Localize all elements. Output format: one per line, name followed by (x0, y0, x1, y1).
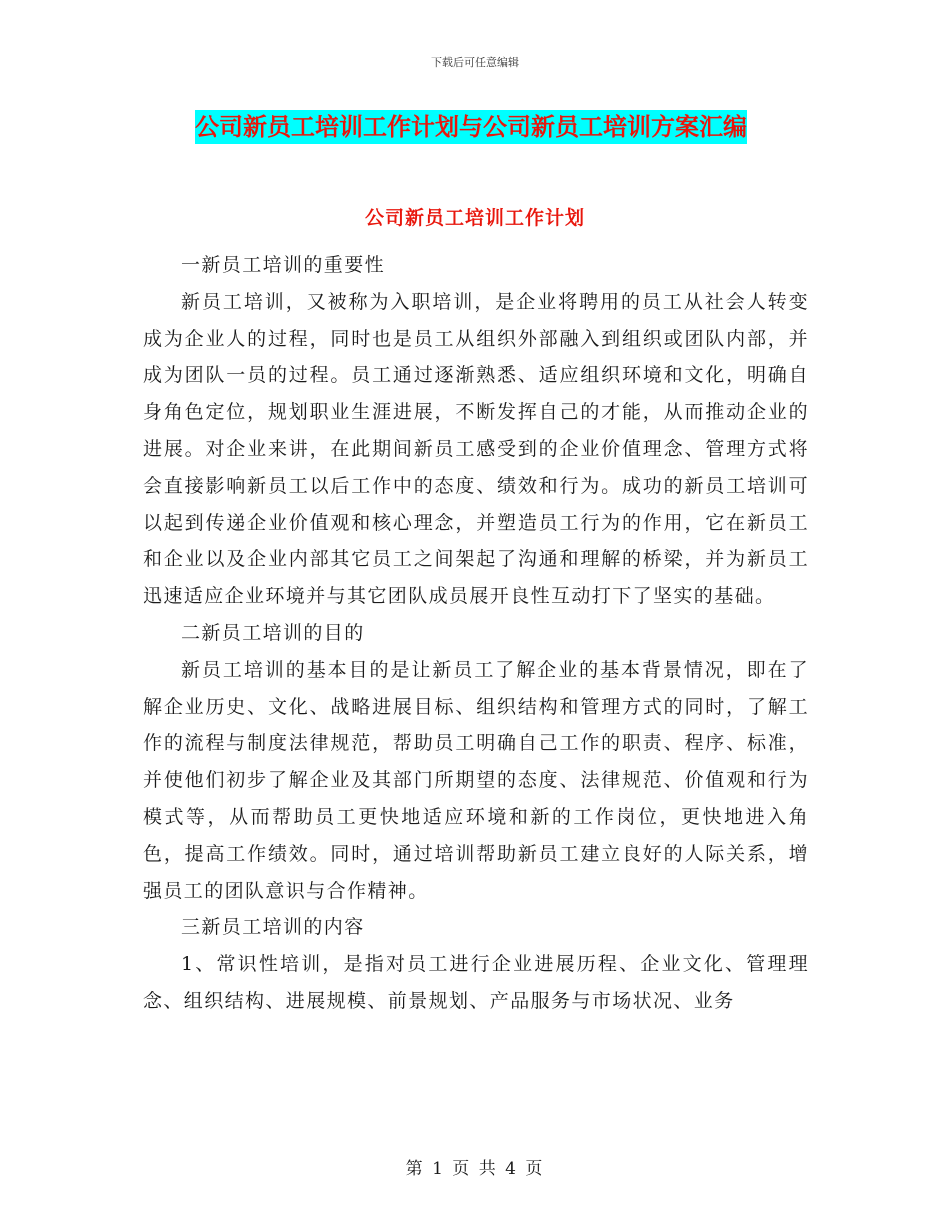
paragraph-purpose: 新员工培训的基本目的是让新员工了解企业的基本背景情况，即在了解企业历史、文化、战略进展目标、组织结构和管理方式的同时，了解工作的流程与制度法律规范，帮助员工明确自己工作的职责、程序、标准，并使他们初步了解企业及其部门所期望的态度、法律规范、价值观和行为模式等，从而帮助员工更快地适应环境和新的工作岗位，更快地进入角色，提高工作绩效。同时，通过培训帮助新员工建立良好的人际关系，增强员工的团队意识与合作精神。 (143, 658, 809, 902)
page-number: 第 1 页 共 4 页 (405, 1159, 545, 1179)
document-title: 公司新员工培训工作计划与公司新员工培训方案汇编 (195, 110, 747, 144)
document-body (143, 247, 809, 1020)
section-title: 公司新员工培训工作计划 (364, 207, 585, 229)
paragraph-content-1: 1、常识性培训，是指对员工进行企业进展历程、企业文化、管理理念、组织结构、进展规模、前景规划、产品服务与市场状况、业务 (143, 953, 809, 1012)
page-header-note: 下载后可任意编辑 (431, 56, 519, 69)
heading-purpose: 二新员工培训的目的 (181, 621, 365, 644)
heading-content: 三新员工培训的内容 (181, 916, 365, 939)
heading-importance: 一新员工培训的重要性 (181, 254, 386, 276)
main-title-container (193, 110, 749, 144)
paragraph-importance: 新员工培训，又被称为入职培训，是企业将聘用的员工从社会人转变成为企业人的过程，同时也是员工从组织外部融入到组织或团队内部，并成为团队一员的过程。员工通过逐渐熟悉、适应组织环境和文化，明确自身角色定位，规划职业生涯进展，不断发挥自己的才能，从而推动企业的进展。对企业来讲，在此期间新员工感受到的企业价值理念、管理方式将会直接影响新员工以后工作中的态度、绩效和行为。成功的新员工培训可以起到传递企业价值观和核心理念，并塑造员工行为的作用，它在新员工和企业以及企业内部其它员工之间架起了沟通和理解的桥梁，并为新员工迅速适应企业环境并与其它团队成员展开良性互动打下了坚实的基础。 (143, 290, 809, 608)
